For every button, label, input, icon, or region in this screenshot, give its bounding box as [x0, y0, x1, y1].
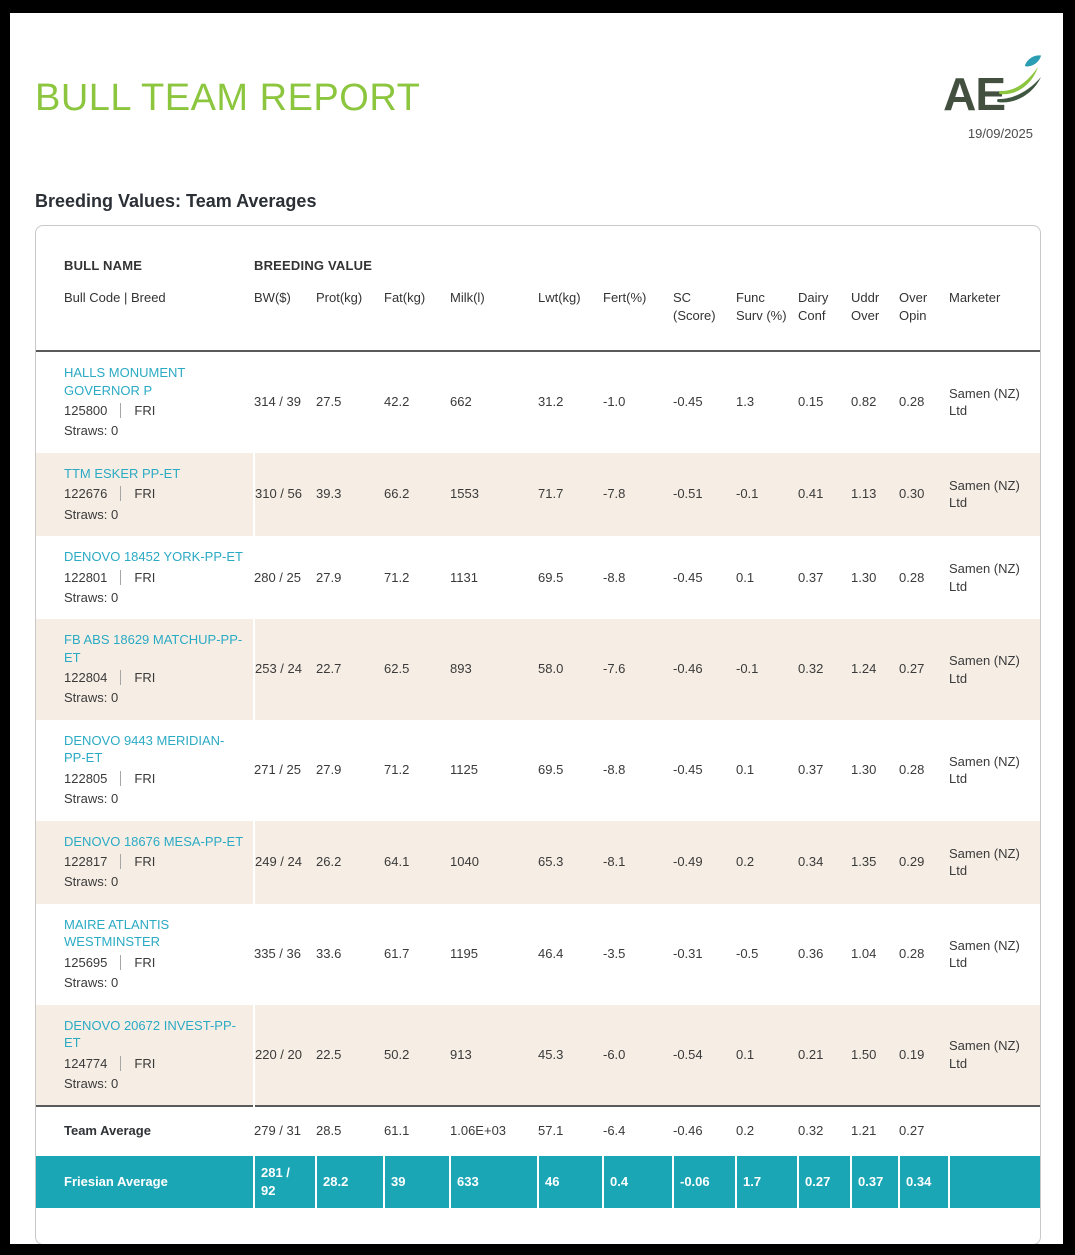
- cell-dairy-conf: 0.37: [798, 569, 824, 585]
- bull-code: 125800: [64, 403, 108, 419]
- cell-fert: 0.4: [603, 1156, 673, 1208]
- cell-dairy-conf: 0.34: [798, 821, 851, 904]
- cell-prot: 22.5: [316, 1005, 384, 1107]
- cell-dairy-conf: 0.27: [798, 1156, 851, 1208]
- cell-fert: -7.6: [603, 619, 673, 720]
- cell-fert: -8.8: [603, 569, 626, 585]
- bull-code: 122801: [64, 569, 108, 585]
- column-header-row: [36, 289, 1040, 351]
- cell-fert: -6.0: [603, 1005, 673, 1107]
- cell-bw: 249 / 24: [254, 821, 316, 904]
- table-row: [36, 351, 1040, 453]
- cell-dairy-conf: 0.32: [798, 619, 851, 720]
- bull-code: 122817: [64, 854, 108, 870]
- column-header-fat: Fat(kg): [384, 289, 450, 351]
- cell-lwt: 46.4: [538, 946, 564, 962]
- bull-code-line: [64, 484, 245, 504]
- cell-marketer: [949, 1106, 1040, 1155]
- breed-code: FRI: [134, 1055, 156, 1071]
- table-totals: [36, 1106, 1040, 1208]
- cell-uddr-over: 1.13: [851, 453, 899, 536]
- pipe-divider: [120, 1056, 121, 1071]
- cell-marketer: Samen (NZ) Ltd: [949, 1005, 1040, 1107]
- cell-lwt: 58.0: [538, 619, 603, 720]
- bull-name-link[interactable]: DENOVO 18676 MESA-PP-ET: [64, 833, 244, 849]
- cell-uddr-over: 0.37: [851, 1156, 899, 1208]
- cell-bw: 281 / 92: [254, 1156, 316, 1208]
- cell-lwt: 65.3: [538, 821, 603, 904]
- straws-label: Straws: 0: [64, 975, 119, 991]
- straws-label: Straws: 0: [64, 874, 119, 890]
- bull-code-line: [64, 1054, 245, 1074]
- pipe-divider: [120, 403, 121, 418]
- cell-milk: 1125: [450, 762, 478, 778]
- cell-func-surv: 1.7: [736, 1156, 798, 1208]
- column-header-func-surv: Func Surv (%): [736, 289, 798, 351]
- cell-func-surv: 0.1: [736, 569, 755, 585]
- column-header-dairy-conf: Dairy Conf: [798, 289, 851, 351]
- column-header-over-opin: Over Opin: [899, 289, 949, 351]
- cell-dairy-conf: 0.32: [798, 1106, 851, 1155]
- cell-bw: 310 / 56: [254, 453, 316, 536]
- column-header-fert: Fert(%): [603, 289, 673, 351]
- cell-marketer: Samen (NZ) Ltd: [949, 385, 1020, 419]
- cell-fat: 62.5: [384, 619, 450, 720]
- table-body: [36, 351, 1040, 1106]
- bull-code-line: [64, 852, 245, 872]
- cell-milk: 1553: [450, 453, 538, 536]
- column-header-bull-code-breed: Bull Code | Breed: [36, 289, 254, 351]
- cell-sc: -0.51: [673, 453, 736, 536]
- straws-label: Straws: 0: [64, 791, 119, 807]
- cell-dairy-conf: 0.36: [798, 946, 824, 962]
- page-title: BULL TEAM REPORT: [35, 77, 421, 119]
- bull-code: 122804: [64, 670, 108, 686]
- column-header-prot: Prot(kg): [316, 289, 384, 351]
- cell-lwt: 46: [538, 1156, 603, 1208]
- cell-milk: 913: [450, 1005, 538, 1107]
- logo: [943, 68, 1033, 120]
- cell-bw: 335 / 36: [254, 946, 301, 962]
- bull-code-line: [64, 668, 245, 688]
- bull-name-link[interactable]: TTM ESKER PP-ET: [64, 465, 181, 481]
- cell-dairy-conf: 0.41: [798, 453, 851, 536]
- cell-prot: 39.3: [316, 453, 384, 536]
- bull-code-line: [64, 401, 246, 421]
- cell-fat: 64.1: [384, 821, 450, 904]
- cell-fert: -6.4: [603, 1106, 673, 1155]
- cell-prot: 28.2: [316, 1156, 384, 1208]
- cell-prot: 22.7: [316, 619, 384, 720]
- logo-text: AE: [943, 68, 1005, 120]
- cell-lwt: 69.5: [538, 762, 564, 778]
- breed-code: FRI: [134, 403, 156, 419]
- cell-bw: 253 / 24: [254, 619, 316, 720]
- bull-code: 122676: [64, 486, 108, 502]
- friesian-average-row: [36, 1156, 1040, 1208]
- table-row: [36, 1005, 1040, 1107]
- cell-uddr-over: 1.35: [851, 821, 899, 904]
- group-header-bull-name: BULL NAME: [64, 258, 143, 273]
- bull-code-line: [64, 568, 246, 588]
- cell-fat: 61.7: [384, 946, 410, 962]
- cell-fert: -7.8: [603, 453, 673, 536]
- cell-uddr-over: 0.82: [851, 394, 877, 410]
- cell-marketer: Samen (NZ) Ltd: [949, 619, 1040, 720]
- report-page: [10, 13, 1063, 1244]
- cell-sc: -0.49: [673, 821, 736, 904]
- cell-dairy-conf: 0.15: [798, 394, 824, 410]
- cell-over-opin: 0.19: [899, 1005, 949, 1107]
- cell-marketer: [949, 1156, 1040, 1208]
- cell-func-surv: 1.3: [736, 394, 755, 410]
- cell-milk: 1040: [450, 821, 538, 904]
- straws-label: Straws: 0: [64, 423, 119, 439]
- cell-milk: 1.06E+03: [450, 1106, 538, 1155]
- cell-fert: -3.5: [603, 946, 626, 962]
- group-header-breeding-value: BREEDING VALUE: [254, 258, 373, 273]
- cell-sc: -0.46: [673, 1106, 736, 1155]
- straws-label: Straws: 0: [64, 506, 119, 522]
- cell-uddr-over: 1.30: [851, 569, 877, 585]
- cell-lwt: 57.1: [538, 1106, 603, 1155]
- cell-lwt: 31.2: [538, 394, 564, 410]
- cell-bw: 279 / 31: [254, 1106, 316, 1155]
- cell-over-opin: 0.28: [899, 762, 925, 778]
- bull-cell: [36, 351, 254, 453]
- cell-prot: 27.5: [316, 394, 342, 410]
- cell-sc: -0.45: [673, 569, 703, 585]
- bull-name-link[interactable]: MAIRE ATLANTIS WESTMINSTER: [64, 916, 170, 950]
- breed-code: FRI: [134, 854, 156, 870]
- cell-prot: 27.9: [316, 569, 342, 585]
- report-header: [10, 13, 1063, 141]
- cell-fert: -8.8: [603, 762, 626, 778]
- cell-over-opin: 0.30: [899, 453, 949, 536]
- column-header-lwt: Lwt(kg): [538, 289, 603, 351]
- cell-fat: 50.2: [384, 1005, 450, 1107]
- cell-uddr-over: 1.21: [851, 1106, 899, 1155]
- bull-cell: [36, 619, 254, 720]
- table-header: [36, 252, 1040, 351]
- team-average-label: Team Average: [36, 1106, 254, 1155]
- breed-code: FRI: [134, 670, 156, 686]
- column-header-milk: Milk(l): [450, 289, 538, 351]
- bull-code: 122805: [64, 771, 108, 787]
- cell-uddr-over: 1.04: [851, 946, 877, 962]
- cell-sc: -0.06: [673, 1156, 736, 1208]
- cell-marketer: Samen (NZ) Ltd: [949, 821, 1040, 904]
- bull-cell: [36, 536, 254, 619]
- cell-marketer: Samen (NZ) Ltd: [949, 753, 1020, 787]
- breeding-table: [36, 252, 1040, 1208]
- cell-fert: -1.0: [603, 394, 626, 410]
- breed-code: FRI: [134, 569, 156, 585]
- cell-bw: 271 / 25: [254, 762, 301, 778]
- table-row: [36, 821, 1040, 904]
- straws-label: Straws: 0: [64, 589, 119, 605]
- table-row: [36, 536, 1040, 619]
- cell-over-opin: 0.29: [899, 821, 949, 904]
- table-row: [36, 619, 1040, 720]
- cell-milk: 1195: [450, 946, 478, 962]
- table-row: [36, 720, 1040, 821]
- cell-dairy-conf: 0.37: [798, 762, 824, 778]
- column-header-sc: SC (Score): [673, 289, 736, 351]
- cell-bw: 220 / 20: [254, 1005, 316, 1107]
- cell-milk: 662: [450, 394, 472, 410]
- cell-marketer: Samen (NZ) Ltd: [949, 937, 1020, 971]
- bull-code: 125695: [64, 954, 108, 970]
- cell-sc: -0.31: [673, 946, 703, 962]
- cell-over-opin: 0.27: [899, 1106, 949, 1155]
- breeding-table-card: [35, 225, 1041, 1244]
- column-header-marketer: Marketer: [949, 289, 1040, 351]
- cell-over-opin: 0.34: [899, 1156, 949, 1208]
- cell-fat: 39: [384, 1156, 450, 1208]
- column-header-uddr-over: Uddr Over: [851, 289, 899, 351]
- bull-name-link[interactable]: DENOVO 20672 INVEST-PP-ET: [64, 1017, 236, 1051]
- cell-bw: 314 / 39: [254, 394, 301, 410]
- bull-code: 124774: [64, 1055, 108, 1071]
- cell-fat: 42.2: [384, 394, 410, 410]
- cell-over-opin: 0.28: [899, 569, 925, 585]
- cell-lwt: 69.5: [538, 569, 564, 585]
- cell-sc: -0.45: [673, 762, 703, 778]
- straws-label: Straws: 0: [64, 690, 119, 706]
- bull-cell: [36, 453, 254, 536]
- bull-code-line: [64, 769, 246, 789]
- cell-uddr-over: 1.24: [851, 619, 899, 720]
- table-row: [36, 904, 1040, 1005]
- cell-func-surv: 0.1: [736, 762, 755, 778]
- pipe-divider: [120, 670, 121, 685]
- bull-name-link[interactable]: DENOVO 18452 YORK-PP-ET: [64, 549, 243, 565]
- breed-code: FRI: [134, 954, 156, 970]
- pipe-divider: [120, 486, 121, 501]
- group-header-row: [36, 252, 1040, 289]
- friesian-average-label: Friesian Average: [36, 1156, 254, 1208]
- cell-prot: 27.9: [316, 762, 342, 778]
- cell-marketer: Samen (NZ) Ltd: [949, 453, 1040, 536]
- cell-func-surv: -0.5: [736, 946, 759, 962]
- cell-lwt: 45.3: [538, 1005, 603, 1107]
- table-row: [36, 453, 1040, 536]
- team-average-row: [36, 1106, 1040, 1155]
- straws-label: Straws: 0: [64, 1075, 119, 1091]
- cell-func-surv: 0.2: [736, 1106, 798, 1155]
- pipe-divider: [120, 570, 121, 585]
- breed-code: FRI: [134, 486, 156, 502]
- cell-prot: 26.2: [316, 821, 384, 904]
- cell-prot: 28.5: [316, 1106, 384, 1155]
- cell-sc: -0.45: [673, 394, 703, 410]
- cell-marketer: Samen (NZ) Ltd: [949, 561, 1020, 594]
- cell-uddr-over: 1.30: [851, 762, 877, 778]
- section-heading: Breeding Values: Team Averages: [35, 191, 317, 211]
- pipe-divider: [120, 955, 121, 970]
- cell-over-opin: 0.27: [899, 619, 949, 720]
- cell-fat: 66.2: [384, 453, 450, 536]
- bull-code-line: [64, 953, 246, 973]
- cell-fat: 71.2: [384, 569, 410, 585]
- cell-fert: -8.1: [603, 821, 673, 904]
- cell-func-surv: -0.1: [736, 619, 798, 720]
- cell-func-surv: -0.1: [736, 453, 798, 536]
- leaf-swoosh-icon: [995, 54, 1043, 106]
- bull-cell: [36, 720, 254, 821]
- cell-milk: 633: [450, 1156, 538, 1208]
- bull-name-link[interactable]: FB ABS 18629 MATCHUP-PP-ET: [64, 632, 243, 665]
- logo-block: [943, 68, 1033, 141]
- cell-lwt: 71.7: [538, 453, 603, 536]
- bull-cell: [36, 1005, 254, 1107]
- cell-milk: 1131: [450, 569, 478, 585]
- cell-prot: 33.6: [316, 946, 342, 962]
- cell-fat: 71.2: [384, 762, 410, 778]
- pipe-divider: [120, 771, 121, 786]
- bull-cell: [36, 821, 254, 904]
- bull-cell: [36, 904, 254, 1005]
- bull-name-link[interactable]: HALLS MONUMENT GOVERNOR P: [64, 365, 186, 398]
- cell-dairy-conf: 0.21: [798, 1005, 851, 1107]
- cell-sc: -0.54: [673, 1005, 736, 1107]
- cell-func-surv: 0.2: [736, 821, 798, 904]
- cell-bw: 280 / 25: [254, 569, 301, 585]
- cell-func-surv: 0.1: [736, 1005, 798, 1107]
- cell-over-opin: 0.28: [899, 946, 925, 962]
- column-header-bw: BW($): [254, 289, 316, 351]
- cell-fat: 61.1: [384, 1106, 450, 1155]
- breed-code: FRI: [134, 771, 156, 787]
- cell-sc: -0.46: [673, 619, 736, 720]
- cell-over-opin: 0.28: [899, 394, 925, 410]
- bull-name-link[interactable]: DENOVO 9443 MERIDIAN-PP-ET: [64, 732, 225, 766]
- cell-uddr-over: 1.50: [851, 1005, 899, 1107]
- cell-milk: 893: [450, 619, 538, 720]
- pipe-divider: [120, 854, 121, 869]
- report-date: 19/09/2025: [967, 126, 1033, 141]
